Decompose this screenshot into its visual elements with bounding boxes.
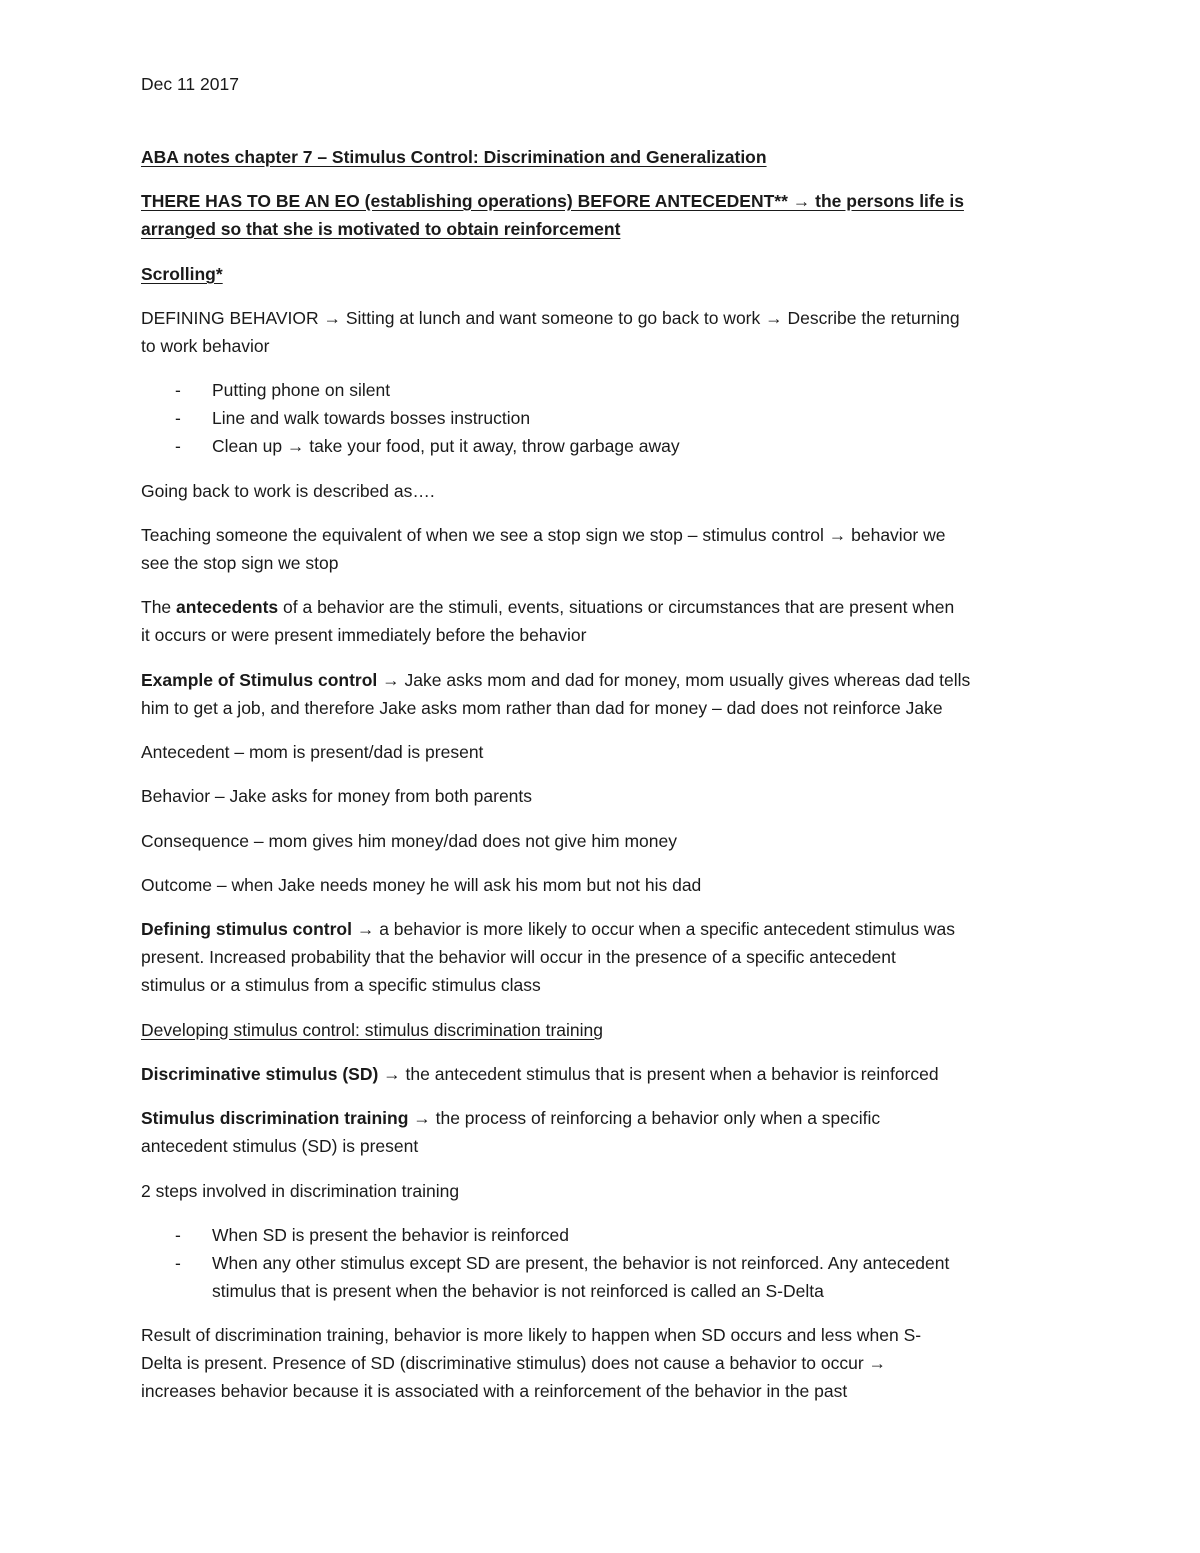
sdt-term: Stimulus discrimination training — [141, 1108, 409, 1128]
bullet-item: Putting phone on silent — [212, 380, 391, 400]
antecedents-line2: it occurs or were present immediately before the behavior — [141, 625, 587, 645]
defining-sc-post: → a behavior is more likely to occur when a specific antecedent stimulus was — [351, 919, 956, 939]
sdt-post: → the process of reinforcing a behavior only when a specific — [408, 1108, 881, 1128]
bullet-item: Line and walk towards bosses instruction — [212, 408, 531, 428]
antecedents-term: antecedents — [176, 597, 279, 617]
eo-note-line1: THERE HAS TO BE AN EO (establishing operations) BEFORE ANTECEDENT** → the persons life is — [141, 191, 964, 211]
bullet-dash: - — [175, 408, 181, 428]
defining-sc-line2: present. Increased probability that the behavior will occur in the presence of a specific antecedent — [141, 947, 896, 967]
result-line1: Result of discrimination training, behavior is more likely to happen when SD occurs and less when S- — [141, 1325, 922, 1345]
defining-behavior-line1: DEFINING BEHAVIOR → Sitting at lunch and want someone to go back to work → Describe the returning — [141, 308, 960, 328]
date: Dec 11 2017 — [141, 74, 239, 94]
example-term: Example of Stimulus control — [141, 670, 378, 690]
developing-heading: Developing stimulus control: stimulus discrimination training — [141, 1020, 603, 1040]
teaching-line2: see the stop sign we stop — [141, 553, 339, 573]
defining-sc-line1 — [141, 918, 955, 940]
sd-term: Discriminative stimulus (SD) — [141, 1064, 379, 1084]
example-line1 — [141, 669, 970, 691]
teaching-line1: Teaching someone the equivalent of when we see a stop sign we stop – stimulus control → behavior we — [141, 525, 946, 545]
result-line3: increases behavior because it is associated with a reinforcement of the behavior in the past — [141, 1381, 848, 1401]
antecedents-line1 — [141, 596, 954, 618]
page-title: ABA notes chapter 7 – Stimulus Control: Discrimination and Generalization — [141, 147, 767, 167]
example-post: → Jake asks mom and dad for money, mom usually gives whereas dad tells — [377, 670, 971, 690]
defining-sc-line3: stimulus or a stimulus from a specific stimulus class — [141, 975, 541, 995]
bullet-item: When any other stimulus except SD are present, the behavior is not reinforced. Any antecedent — [212, 1253, 950, 1273]
antecedents-post: of a behavior are the stimuli, events, situations or circumstances that are present when — [278, 597, 955, 617]
going-back-line: Going back to work is described as…. — [141, 481, 435, 501]
antecedent-line: Antecedent – mom is present/dad is present — [141, 742, 484, 762]
defining-sc-term: Defining stimulus control — [141, 919, 352, 939]
bullet-item-continuation: stimulus that is present when the behavior is not reinforced is called an S-Delta — [212, 1281, 824, 1301]
scrolling-heading: Scrolling* — [141, 264, 223, 284]
antecedents-pre: The — [141, 597, 177, 617]
bullet-dash: - — [175, 380, 181, 400]
bullet-item: When SD is present the behavior is reinforced — [212, 1225, 569, 1245]
example-line2: him to get a job, and therefore Jake asks mom rather than dad for money – dad does not reinforce Jake — [141, 698, 943, 718]
eo-note-line2: arranged so that she is motivated to obtain reinforcement — [141, 219, 621, 239]
sd-definition — [141, 1063, 939, 1085]
result-line2: Delta is present. Presence of SD (discriminative stimulus) does not cause a behavior to occur → — [141, 1353, 887, 1373]
two-steps-line: 2 steps involved in discrimination training — [141, 1181, 460, 1201]
defining-behavior-line2: to work behavior — [141, 336, 270, 356]
consequence-line: Consequence – mom gives him money/dad does not give him money — [141, 831, 677, 851]
sdt-line2: antecedent stimulus (SD) is present — [141, 1136, 419, 1156]
bullet-dash: - — [175, 436, 181, 456]
bullet-dash: - — [175, 1225, 181, 1245]
sdt-line1 — [141, 1107, 880, 1129]
behavior-line: Behavior – Jake asks for money from both parents — [141, 786, 533, 806]
sd-post: → the antecedent stimulus that is present when a behavior is reinforced — [378, 1064, 939, 1084]
bullet-item: Clean up → take your food, put it away, throw garbage away — [212, 436, 680, 456]
outcome-line: Outcome – when Jake needs money he will ask his mom but not his dad — [141, 875, 702, 895]
bullet-dash: - — [175, 1253, 181, 1273]
